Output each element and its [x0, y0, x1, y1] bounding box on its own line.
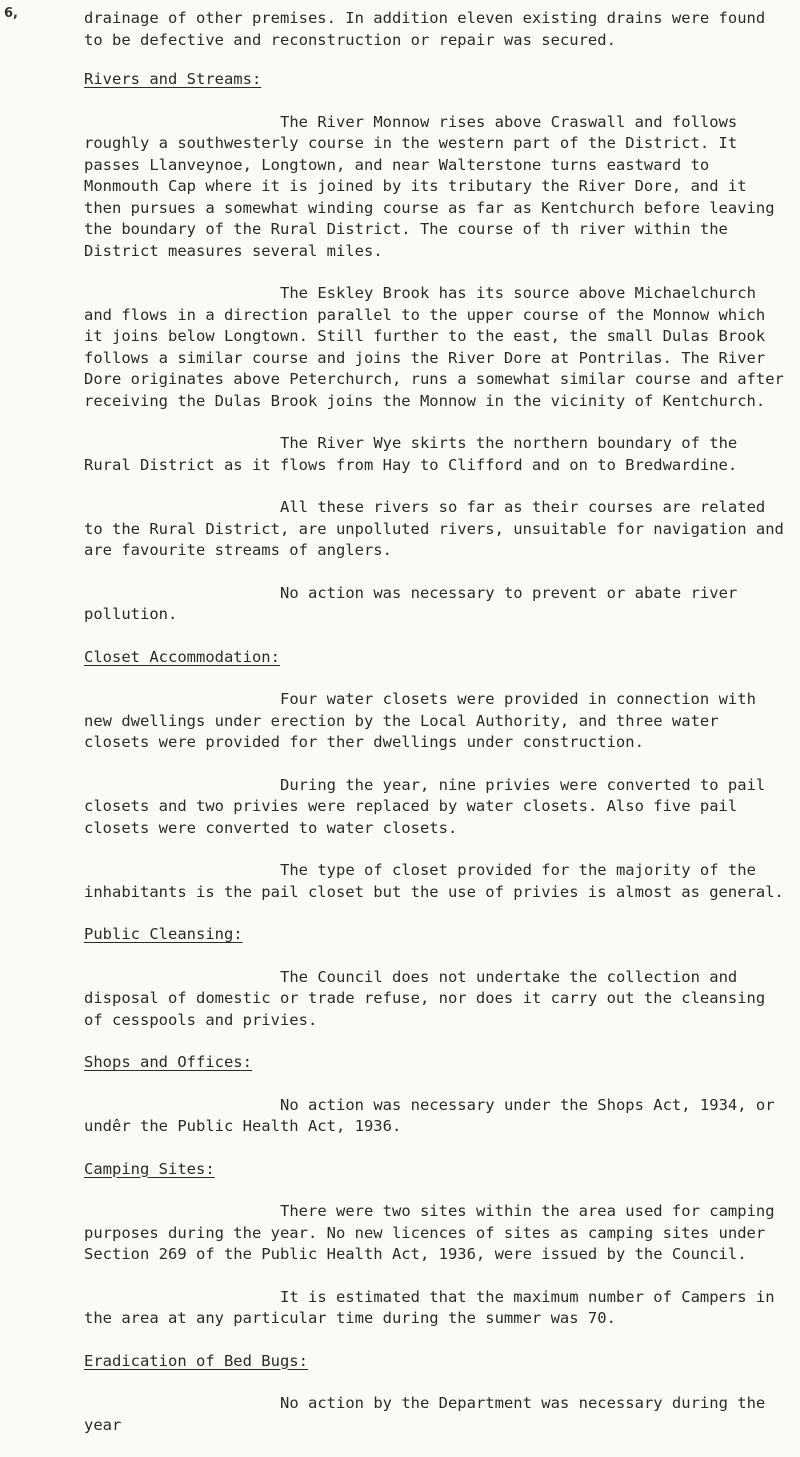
bugs-section: [84, 1351, 784, 1437]
rivers-paragraph-3: The River Wye skirts the northern boundary of the Rural District as it flows from Hay to Clifford and on to Bredwardine.: [84, 434, 738, 474]
rivers-section: [84, 69, 784, 626]
cleansing-paragraph-1: The Council does not undertake the collection and disposal of domestic or trade refuse, nor does it carry out the cleansing of cesspools and privies.: [84, 967, 766, 1029]
camping-paragraph-2: It is estimated that the maximum number of Campers in the area at any particular time during the summer was 70.: [84, 1287, 775, 1327]
rivers-paragraph-1: The River Monnow rises above Craswall and follows roughly a southwesterly course in the western part of the District. It passes Llanveynoe, Longtown, and near Walterstone turns eastward to Monmouth Cap where it is joined by its tributary the River Dore, and it then pursues a somewhat winding course as far as Kentchurch before leaving the boundary of the Rural District. The course of th river within the District measures several miles.: [84, 112, 775, 260]
closet-paragraph-2: During the year, nine privies were converted to pail closets and two privies were replaced by water closets. Also five pail closets were converted to water closets.: [84, 775, 766, 837]
rivers-paragraph-4: All these rivers so far as their courses are related to the Rural District, are unpolluted rivers, unsuitable for navigation and are favourite streams of anglers.: [84, 498, 784, 559]
opening-paragraph: drainage of other premises. In addition eleven existing drains were found to be defective and reconstruction or repair was secured.: [84, 9, 766, 49]
closet-section: [84, 647, 784, 904]
shops-section: [84, 1052, 784, 1138]
camping-heading: Camping Sites:: [84, 1159, 215, 1178]
document-body: [84, 8, 784, 1457]
shops-paragraph-1: No action was necessary under the Shops Act, 1934, or undêr the Public Health Act, 1936.: [84, 1095, 775, 1135]
bugs-heading: Eradication of Bed Bugs:: [84, 1351, 308, 1370]
rivers-heading: Rivers and Streams:: [84, 70, 262, 88]
closet-heading: Closet Accommodation:: [84, 647, 280, 666]
camping-paragraph-1: There were two sites within the area used for camping purposes during the year. No new licences of sites as camping sites under Section 269 of the Public Health Act, 1936, were issued by the Council.: [84, 1202, 775, 1263]
page-corner-mark: 6,: [4, 6, 18, 21]
rivers-paragraph-5: No action was necessary to prevent or abate river pollution.: [84, 583, 738, 623]
cleansing-section: [84, 924, 784, 1031]
cleansing-heading: Public Cleansing:: [84, 925, 243, 943]
shops-heading: Shops and Offices:: [84, 1053, 252, 1071]
bugs-paragraph-1: No action by the Department was necessary during the year: [84, 1394, 766, 1434]
rivers-paragraph-2: The Eskley Brook has its source above Michaelchurch and flows in a direction parallel to the upper course of the Monnow which it joins below Longtown. Still further to the east, the small Dulas Brook follows a similar course and joins the River Dore at Pontrilas. The River Dore originates above Peterchurch, runs a somewhat similar course and after receiving the Dulas Brook joins the Monnow in the vicinity of Kentchurch.: [84, 284, 784, 410]
closet-paragraph-3: The type of closet provided for the majority of the inhabitants is the pail closet but the use of privies is almost as general.: [84, 861, 784, 901]
camping-section: [84, 1159, 784, 1330]
closet-paragraph-1: Four water closets were provided in connection with new dwellings under erection by the Local Authority, and three water closets were provided for ther dwellings under construction.: [84, 690, 756, 751]
